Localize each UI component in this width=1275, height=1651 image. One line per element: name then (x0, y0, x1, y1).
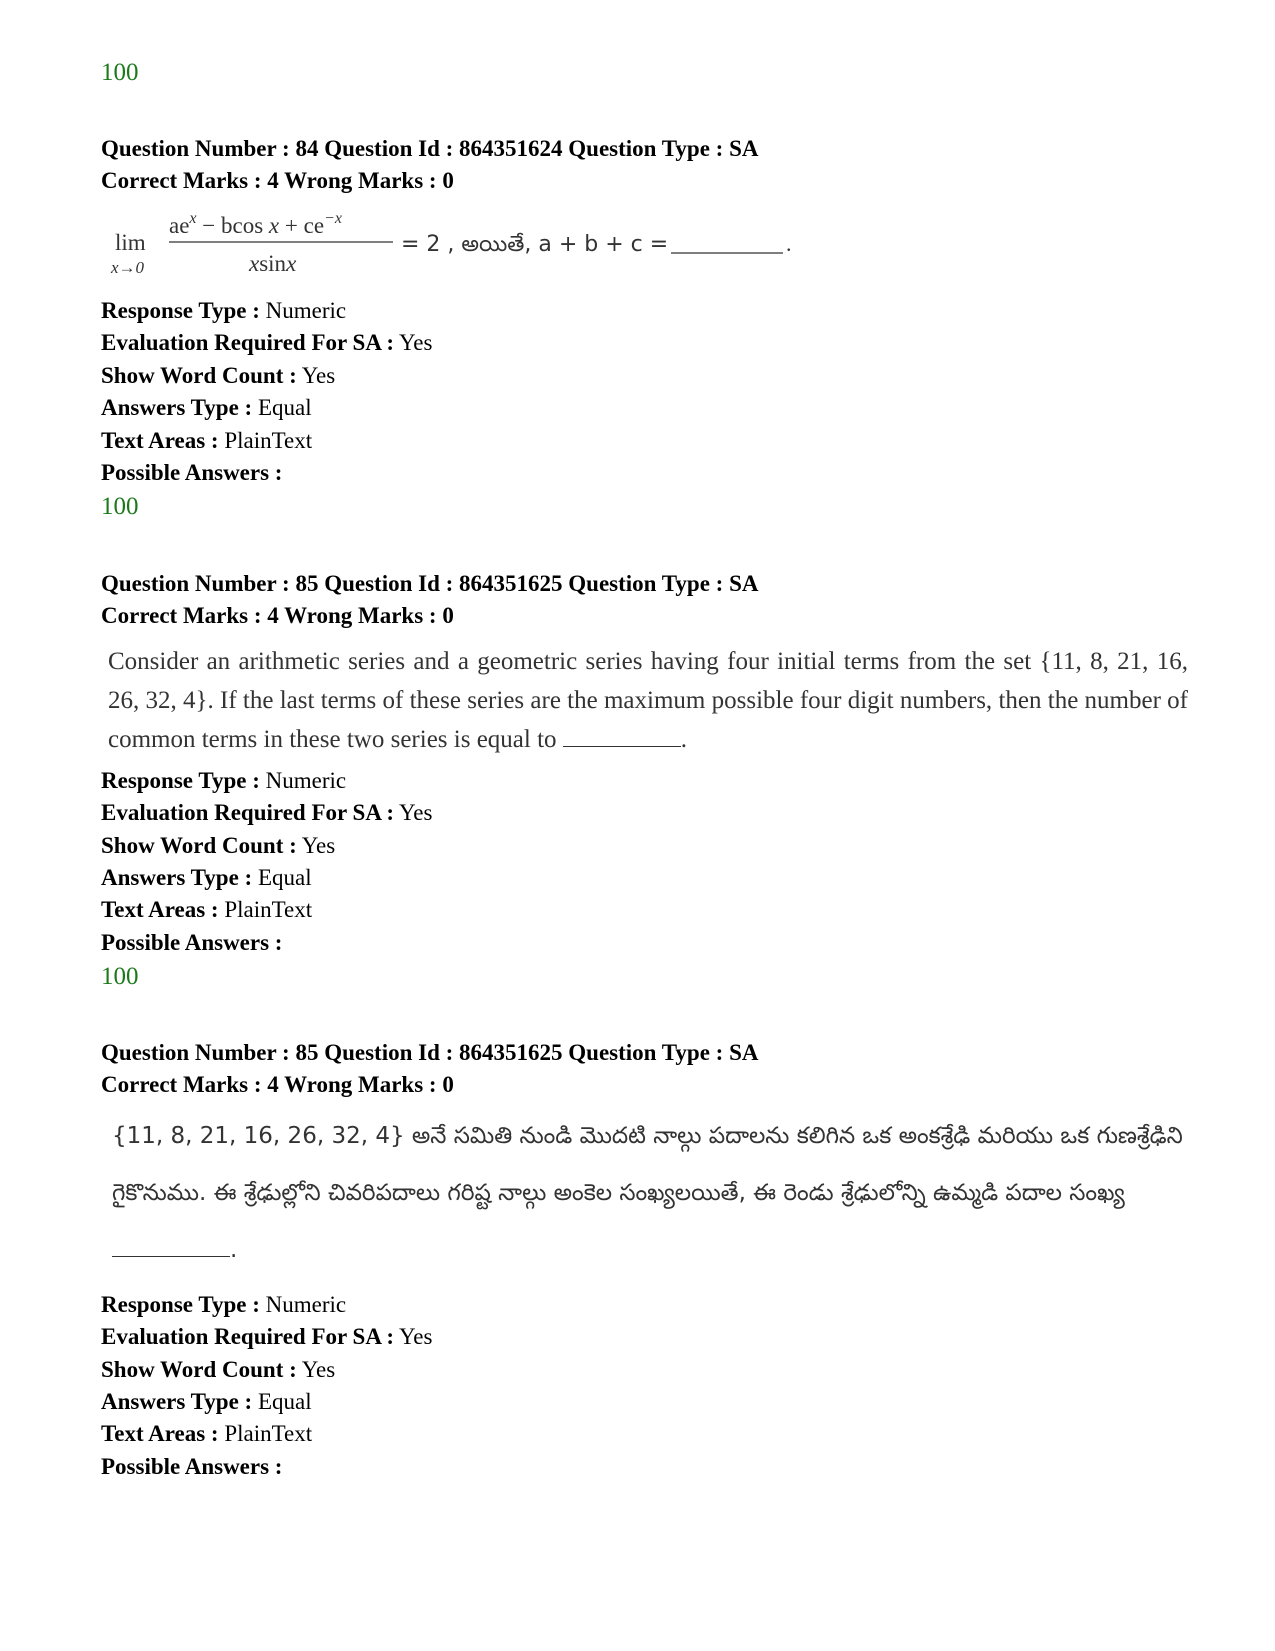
meta-evaluation-required: Evaluation Required For SA : Yes (101, 1324, 433, 1349)
meta-possible-answers: Possible Answers : (101, 460, 283, 485)
meta-evaluation-required: Evaluation Required For SA : Yes (101, 800, 433, 825)
answer-blank (112, 1255, 230, 1257)
meta-response-type: Response Type : Numeric (101, 298, 347, 323)
meta-answers-type: Answers Type : Equal (101, 1389, 312, 1414)
meta-show-word-count: Show Word Count : Yes (101, 833, 336, 858)
meta-evaluation-required: Evaluation Required For SA : Yes (101, 330, 433, 355)
formula-tail: . (786, 231, 792, 256)
meta-text-areas: Text Areas : PlainText (101, 897, 313, 922)
question-text: Consider an arithmetic series and a geometric series having four initial terms from the set {11, 8, 21, 16, 26, 32, 4}. If the last terms of these series are the maximum possible four digit numbers, then the number of common terms in these two series is equal to . (108, 648, 1188, 753)
meta-show-word-count: Show Word Count : Yes (101, 363, 336, 388)
meta-response-type: Response Type : Numeric (101, 1292, 347, 1317)
formula-limit-subscript: x→0 (111, 258, 145, 277)
question-text-telugu: {11, 8, 21, 16, 26, 32, 4} అనే సమితి నుండి మొదటి నాల్గు పదాలను కలిగిన ఒక అంకశ్రేఢి మరియు ఒక గుణశ్రేఢిని గైకొనుము. ఈ శ్రేఢుల్లోని చివరిపదాలు గరిష్ట నాల్గు అంకెల సంఖ్యలయితే, ఈ రెండు శ్రేఢులోన్ని ఉమ్మడి పదాల సంఖ్య . (112, 1123, 1183, 1263)
meta-text-areas: Text Areas : PlainText (101, 428, 313, 453)
meta-response-type: Response Type : Numeric (101, 768, 347, 793)
question-marks: Correct Marks : 4 Wrong Marks : 0 (101, 603, 454, 628)
formula-numerator: $ae^x - bcos$ $x + ce^{-x}$ (169, 210, 342, 238)
meta-possible-answers: Possible Answers : (101, 1454, 283, 1479)
possible-answer-value: 100 (101, 963, 139, 990)
meta-possible-answers: Possible Answers : (101, 930, 283, 955)
question-marks: Correct Marks : 4 Wrong Marks : 0 (101, 168, 454, 193)
answer-blank (563, 745, 681, 747)
possible-answer-value: 100 (101, 493, 139, 520)
question-header: Question Number : 85 Question Id : 864351625 Question Type : SA (101, 571, 759, 596)
formula-rhs: = 2 , అయితే, a + b + c = (401, 232, 669, 257)
question-header: Question Number : 84 Question Id : 864351624 Question Type : SA (101, 136, 759, 161)
meta-text-areas: Text Areas : PlainText (101, 1421, 313, 1446)
question-formula (101, 203, 821, 283)
meta-answers-type: Answers Type : Equal (101, 395, 312, 420)
question-header: Question Number : 85 Question Id : 864351625 Question Type : SA (101, 1040, 759, 1065)
formula-lim: lim (115, 230, 146, 255)
meta-show-word-count: Show Word Count : Yes (101, 1357, 336, 1382)
meta-answers-type: Answers Type : Equal (101, 865, 312, 890)
formula-denominator: xsinx (249, 251, 297, 276)
question-marks: Correct Marks : 4 Wrong Marks : 0 (101, 1072, 454, 1097)
possible-answer-value: 100 (101, 59, 139, 86)
